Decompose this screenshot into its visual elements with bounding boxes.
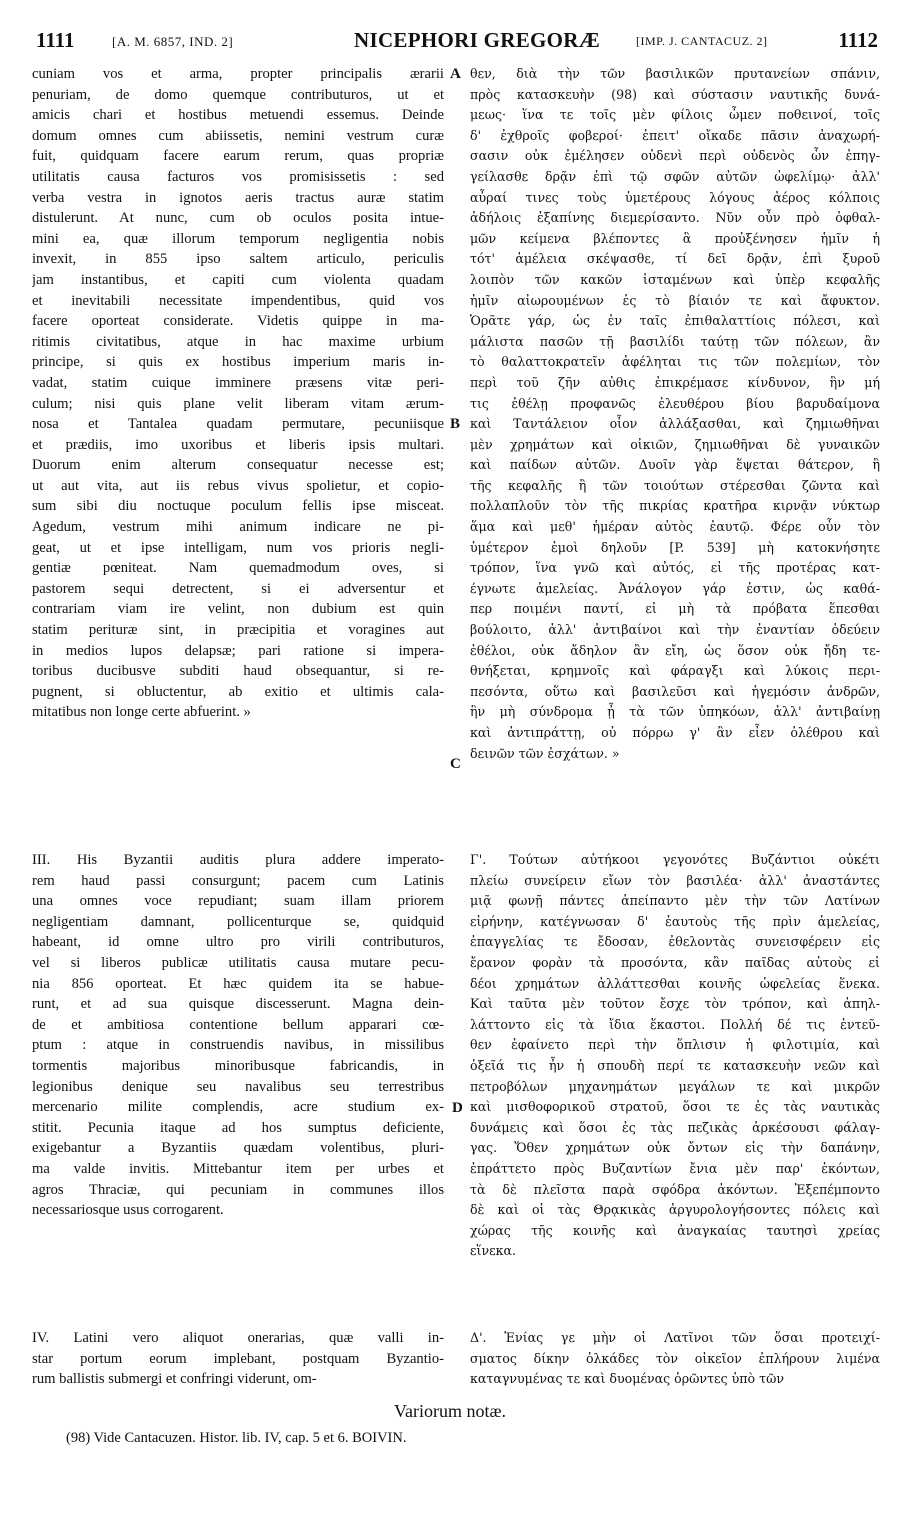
- running-title: NICEPHORI GREGORÆ: [354, 28, 601, 52]
- latin-text-line: vel si liberos publicæ utilitatis causa mutare pecu-: [32, 954, 444, 971]
- latin-text-line: nia 856 oporteat. Et hæc quidem ita se habue-: [32, 975, 444, 992]
- margin-letter-b: B: [450, 416, 461, 432]
- latin-text-line: agros Thraciæ, qui pecuniam in communes illos: [32, 1181, 444, 1198]
- greek-text-line: τὰ δὲ πλεῖστα παρὰ σφόδρα ἀκόντων. Ἐξεπέμποντο: [470, 1181, 880, 1197]
- margin-letter-d: D: [452, 1100, 463, 1116]
- greek-text-line: καὶ ἀντιπράττῃ, οὐ πόρρω γ' ἂν εἶεν ὀλέθρου καὶ: [470, 725, 880, 740]
- latin-text-line: et inevitabili necessitate impendentibus, quid vos: [32, 292, 444, 309]
- greek-text-line: μῶν κείμενα βλέποντες ἃ προὐξένησεν ἡμῖν ἡ: [470, 230, 880, 246]
- latin-text-line: gentiæ pœniteat. Nam quemadmodum oves, si: [32, 560, 444, 577]
- latin-text-line: IV. Latini vero aliquot onerarias, quæ valli in-: [32, 1330, 444, 1346]
- margin-letter-c: C: [450, 756, 461, 772]
- greek-text-line: δ' ἐχθροῖς φοβεροί· ἐπειτ' οἴκαδε πᾶσιν ἀναχωρή-: [470, 127, 880, 143]
- greek-text-line: ἐπράττετο πρὸς Βυζαντίων ἔνια μὲν παρ' ἑκόντων,: [470, 1160, 880, 1176]
- greek-text-line: ὀξεῖά τις ἦν ἡ σπουδὴ περί τε κατασκευὴν νεῶν καὶ: [470, 1057, 880, 1073]
- greek-text-line: δέοι χρημάτων ἀλλάττεσθαι κοινῆς ὠφελείας ἕνεκα.: [470, 975, 880, 991]
- latin-text-line: penuriam, de domo quemque contributuros, ut et: [32, 86, 444, 103]
- greek-text-line: ἐπαγγελίας τε ἔδοσαν, ἐθελοντὰς συνεισφέρειν εἰς: [470, 934, 880, 950]
- greek-block-1: [470, 64, 880, 764]
- right-imperial-reference: [IMP. J. CANTACUZ. 2]: [636, 34, 768, 48]
- greek-text-line: τρόπον, ἵνα γνῶ καὶ αὐτός, εἰ τῆς προτέρας κατ-: [470, 560, 880, 576]
- latin-text-line: culum; nisi quis plane velit liberam vitam ærum-: [32, 395, 444, 412]
- greek-text-line: ἔρανον φορὰν τὰ προσόντα, κἂν παῖδας αὐτοὺς εἰ: [470, 954, 880, 970]
- greek-text-line: μεως· ἵνα τε τοῖς μὲν φίλοις ὦμεν ποθεινοί, τοῖς: [470, 107, 880, 123]
- latin-text-line: una omnes voce repudiant; suam illam priorem: [32, 893, 444, 910]
- right-page-number: 1112: [838, 28, 878, 52]
- greek-text-line: εἵνεκα.: [470, 1243, 517, 1259]
- greek-text-line: βούλοιτο, ἀλλ' ἀντιβαίνοι καὶ τὴν ἐναντίαν ὁδεύειν: [470, 622, 880, 638]
- greek-text-line: θνήξεται, κρημνοῖς καὶ φάραγξι καὶ λύκοις περι-: [470, 663, 880, 679]
- latin-text-line: runt, et ad sua quisque discesserunt. Magna dein-: [32, 996, 444, 1013]
- latin-text-line: amicis chari et hostibus metuendi essemus. Deinde: [32, 107, 444, 124]
- greek-text-line: καὶ μισθοφορικοῦ στρατοῦ, ὅσοι τε ἐς τὰς ναυτικὰς: [470, 1099, 880, 1115]
- running-header: [36, 28, 878, 54]
- latin-text-line: ptum : atque in construendis navibus, in missilibus: [32, 1037, 444, 1054]
- latin-text-line: toribus ducibusve subditi haud obsequantur, si re-: [32, 663, 444, 680]
- latin-text-line: in medios lupos delapsæ; pari ratione si impera-: [32, 642, 444, 659]
- latin-text-line: stitit. Pecunia itaque ad hos sumptus deficiente,: [32, 1119, 444, 1136]
- greek-text-line: καταγνυμένας τε καὶ δυομένας ὁρῶντες ὑπὸ τῶν: [470, 1371, 785, 1387]
- greek-text-line: μιᾷ φωνῇ πάντες ἀπείπαντο μὲν τὴν τῶν Λατίνων: [470, 893, 880, 909]
- greek-text-line: εἰρήνην, κατέγνωσαν δ' ἑαυτοὺς τῆς πρὶν ἀμελείας,: [470, 913, 880, 929]
- latin-text-line: exigebantur a Byzantiis quædam volentibus, pluri-: [32, 1140, 444, 1157]
- greek-text-line: έγνωτε ἀμελείας. Ἀνάλογον γάρ ἐστιν, ὡς καθά-: [470, 580, 880, 596]
- latin-text-line: invexit, in 855 ipso saltem articulo, periculis: [32, 251, 444, 268]
- latin-text-line: statim perituræ sint, in præcipitia et voragines aut: [32, 622, 444, 639]
- greek-text-line: πρὸς κατασκευὴν (98) καὶ σύστασιν ναυτικῆς δυνά-: [470, 86, 880, 102]
- latin-text-line: Agedum, vestrum mihi animum indicare ne pi-: [32, 519, 444, 536]
- greek-text-line: ἐθέλοι, οὐκ ἄδηλον ἂν εἴη, ὡς ὅσον οὐκ ἤδη τε-: [470, 642, 880, 658]
- latin-text-line: pugnent, si obluctentur, ab exitio et ultimis cala-: [32, 683, 444, 700]
- notes-heading: Variorum notæ.: [394, 1401, 506, 1421]
- greek-text-line: τὸ θαλαττοκρατεῖν ἀφέληται τις τῶν πολεμίων, τὸν: [470, 354, 880, 370]
- latin-text-line: Duorum enim alterum consequatur necesse est;: [32, 457, 444, 474]
- latin-text-line: et prædiis, imo uxoribus et liberis ipsis multari.: [32, 436, 444, 453]
- latin-text-line: sum sibi diu noctuque poculum fellis ipse misceat.: [32, 498, 444, 515]
- greek-text-line: σασιν οὐκ ἐμέλησεν οὐδενὶ περὶ οὐδενὸς ὧν ἐπηγ-: [470, 148, 880, 164]
- greek-text-line: πεσόντα, οὕτω καὶ βασιλεῦσι καὶ ἡγεμόσιν ἀνδρῶν,: [470, 683, 880, 699]
- latin-text-line: mercenario milite complendis, acre studium ex-: [32, 1099, 444, 1116]
- left-page-number: 1111: [36, 28, 75, 52]
- latin-text-line: rum ballistis submergi et confringi viderunt, om-: [32, 1371, 317, 1388]
- greek-text-line: θεν, διὰ τὴν τῶν βασιλικῶν πρυτανείων σπάνιν,: [470, 66, 880, 81]
- latin-text-line: legionibus denique seu navalibus seu terrestribus: [32, 1078, 444, 1095]
- latin-text-line: ma valde invitis. Mittebantur item per urbes et: [32, 1160, 444, 1177]
- greek-text-line: ὑμέτερον ἐμοὶ δηλοῦν [P. 539] μὴ κατοκνήσητε: [470, 539, 880, 555]
- greek-text-line: ἣν μὴ σύνδρομα ᾖ τὰ τῶν ὑπηκόων, ἀλλ' ἀντιβαίνῃ: [470, 704, 880, 720]
- greek-text-line: αὖραί τινες τοὺς ὑμετέρους λόγους ἀέρος κόλποις: [470, 189, 880, 205]
- greek-text-line: ἅμα καὶ μεθ' ἡμέραν αὐτὸς ἑαυτῷ. Φέρε οὖν τὸν: [470, 519, 880, 535]
- greek-text-line: σματος δίκην ὁλκάδες τὸν οἰκεῖον ἐπλήρουν λιμένα: [470, 1350, 880, 1366]
- greek-text-line: πλείω συνείρειν εἴων τὸν βασιλέα· ἀλλ' ἀναστάντες: [470, 872, 880, 888]
- latin-text-line: principe, si quis ex hostibus imperium maris in-: [32, 354, 444, 371]
- latin-text-line: fuit, quidquam facere earum rerum, quas propriæ: [32, 148, 444, 165]
- latin-text-line: ritimis civitatibus, atque in hac maxime urbium: [32, 333, 444, 350]
- latin-text-line: rem haud passi consurgunt; pacem cum Latinis: [32, 872, 444, 889]
- margin-letter-a: A: [450, 66, 461, 82]
- latin-text-line: facere oporteat considerate. Videtis quippe in ma-: [32, 313, 444, 330]
- latin-text-line: pastorem sequi detrectent, si ei adversentur et: [32, 580, 444, 597]
- greek-text-line: πετροβόλων μηχανημάτων μεγάλων τε καὶ μικρῶν: [470, 1078, 880, 1094]
- greek-text-line: ἀδήλοις ἐξαπίνης διεμερίσαντο. Νῦν οὖν πρὸ ὀφθαλ-: [470, 210, 880, 226]
- latin-text-line: distulerunt. At nunc, cum ob oculos posita intue-: [32, 210, 444, 227]
- greek-text-line: γείλασθε δρᾷν ἐπὶ τῷ σφῶν αὐτῶν ὠφελίμῳ· ἀλλ': [470, 168, 880, 184]
- footnote-98: (98) Vide Cantacuzen. Histor. lib. IV, cap. 5 et 6. BOIVIN.: [66, 1430, 407, 1446]
- left-date-reference: [A. M. 6857, IND. 2]: [112, 34, 234, 49]
- greek-text-line: περ ποιμένι παντί, εἰ μὴ τὰ πρόβατα ἕπεσθαι: [470, 601, 880, 617]
- latin-text-line: cuniam vos et arma, propter principalis ærarii: [32, 66, 444, 82]
- greek-text-line: Καὶ ταῦτα μὲν τοῦτον ἔσχε τὸν τρόπον, καὶ ἀπηλ-: [470, 996, 880, 1012]
- greek-text-line: Γ'. Τούτων αὐτήκοοι γεγονότες Βυζάντιοι οὐκέτι: [470, 852, 880, 867]
- greek-text-line: καὶ παίδων αὐτῶν. Δυοῖν γὰρ ἕψεται θάτερον, ἢ: [470, 457, 880, 473]
- latin-text-line: utilitatis causa facturos vos promisissetis : sed: [32, 168, 444, 185]
- greek-text-line: καὶ Ταντάλειον οἷον ἀλλάξασθαι, καὶ ζημιωθῆναι: [470, 416, 880, 432]
- greek-text-line: μὲν χρημάτων καὶ οἰκιῶν, ζημιωθῆναι δὲ γυναικῶν: [470, 436, 880, 452]
- latin-text-line: mini ea, quæ illorum temporum negligentia nobis: [32, 230, 444, 247]
- latin-text-line: necessariosque usus corrogarent.: [32, 1202, 224, 1219]
- latin-block-3: [32, 1328, 444, 1390]
- greek-text-line: θεν ἐφαίνετο περὶ τὴν ὅπλισιν ἡ φιλοτιμία, καὶ: [470, 1037, 880, 1053]
- latin-text-line: mitatibus non longe certe abfuerint. »: [32, 704, 251, 721]
- greek-text-line: Δ'. Ἐνίας γε μὴν οἱ Λατῖνοι τῶν ὅσαι προτειχί-: [470, 1330, 880, 1345]
- latin-text-line: III. His Byzantii auditis plura addere imperato-: [32, 852, 444, 868]
- greek-text-line: γας. Ὅθεν χρημάτων οὐκ ὄντων εἰς τὴν δαπάνην,: [470, 1140, 880, 1156]
- latin-text-line: domum omnes cum abiissetis, nemini vestrum curæ: [32, 127, 444, 144]
- greek-text-line: τις ἐθέλῃ προφανῶς ἐλευθέρου βίου βαρυδαίμονα: [470, 395, 880, 411]
- greek-text-line: περὶ τοῦ ζῆν αὐθις ἐπικρέμασε κίνδυνον, ἣν μή: [470, 374, 880, 390]
- greek-text-line: δὲ καὶ οἱ τὰς Θρᾳκικὰς ἀργυρολογήσοντες πόλεις καὶ: [470, 1202, 880, 1218]
- greek-text-line: δυνάμεις καὶ ὅσοι ἐς τὰς πεζικὰς ἀρκέσουσι φάλαγ-: [470, 1119, 880, 1135]
- greek-text-line: τῆς κεφαλῆς ἢ τῶν τοιούτων στέρεσθαι ζῶντα καὶ: [470, 477, 880, 493]
- greek-text-line: δεινῶν τῶν ἐσχάτων. »: [470, 745, 620, 761]
- greek-text-line: λάττοντο εἰς τὰ ἴδια ἕκαστοι. Πολλή δέ τις ἐντεῦ-: [470, 1016, 880, 1032]
- greek-block-3: [470, 1328, 880, 1390]
- latin-text-line: de et ambitiosa contentione bellum apparari cœ-: [32, 1016, 444, 1033]
- latin-text-line: star portum eorum implebant, postquam Byzantio-: [32, 1350, 444, 1367]
- greek-block-2: [470, 850, 880, 1262]
- latin-text-line: nosa et Tantalea quadam permutare, pecuniisque: [32, 416, 444, 433]
- latin-text-line: negligentiam damnant, pollicenturque se, quidquid: [32, 913, 444, 930]
- greek-text-line: πολλαπλοῦν τὸν τῆς πικρίας κρατῆρα κιρνᾷν νύκτωρ: [470, 498, 880, 514]
- latin-text-line: contrariam viam ire velint, non dubium est quin: [32, 601, 444, 618]
- latin-text-line: jam instantibus, et capiti cum violenta quadam: [32, 271, 444, 288]
- greek-text-line: χώρας τῆς κοινῆς καὶ ἀναγκαίας ταυτησὶ χρείας: [470, 1222, 880, 1238]
- latin-block-1: [32, 64, 444, 723]
- latin-text-line: geat, ut et ipse intelligam, num vos prioris negli-: [32, 539, 444, 556]
- latin-text-line: vadat, statim cuique imminere præsens vitæ peri-: [32, 374, 444, 391]
- greek-text-line: τότ' ἀμέλεια σκέψασθε, τί δεῖ δρᾷν, ἐπὶ ξυροῦ: [470, 251, 880, 267]
- latin-block-2: [32, 850, 444, 1221]
- latin-text-line: habeant, id omne ultro pro virili contributuros,: [32, 934, 444, 951]
- greek-text-line: λοιπὸν τῶν κακῶν ἱσταμένων καὶ ὑπὲρ κεφαλῆς: [470, 271, 880, 287]
- greek-text-line: Ὁρᾶτε γάρ, ὡς ἐν ταῖς ἐπιθαλαττίοις πόλεσι, καὶ: [470, 313, 880, 329]
- greek-text-line: ἡμῖν αἰωρουμένων ἐς τὸ βίαιόν τε καὶ ἄφυκτον.: [470, 292, 880, 308]
- latin-text-line: tormentis majoribus minoribusque fabricandis, in: [32, 1057, 444, 1074]
- greek-text-line: μάλιστα πασῶν τῇ βασιλίδι ταύτῃ τῶν πόλεων, ἂν: [470, 333, 880, 349]
- latin-text-line: verba vestra in ignotos aeris tractus auræ statim: [32, 189, 444, 206]
- latin-text-line: ut aut vita, aut iis rebus vivus spolietur, et copio-: [32, 477, 444, 494]
